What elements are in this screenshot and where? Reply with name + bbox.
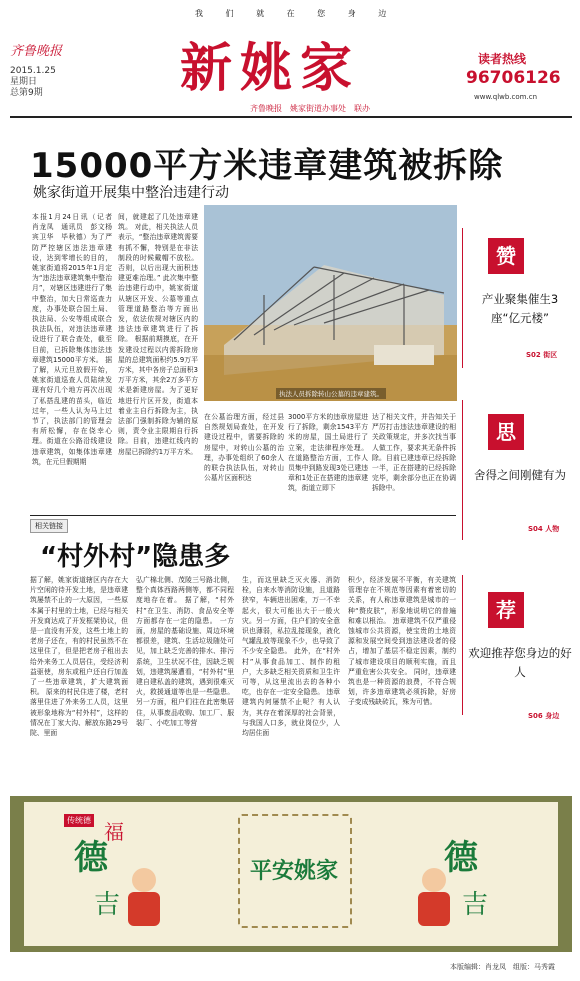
banner-badge-left: 传统德 xyxy=(64,814,94,827)
banner-scroll xyxy=(24,802,558,946)
issue-date: 2015.1.25 xyxy=(10,66,56,76)
public-service-banner xyxy=(10,796,572,952)
related-headline: “村外村”隐患多 xyxy=(40,542,231,572)
hotline-label: 读者热线 xyxy=(478,52,527,66)
demolition-photo xyxy=(204,205,457,401)
sidebar-text-2: 舍得之间刚健有为 xyxy=(474,468,566,482)
banner-ji-left: 吉 xyxy=(94,890,121,920)
children-figure-left xyxy=(114,862,174,932)
related-col4: 积少，经济发展不平衡，有关建筑管理存在不规范等因素有着密切的关系，有人称违章建筑是城市的一种“赘皮肤”，形象地说明它的普遍和难以根治。 违章建筑不仅严重侵蚀城市公共资源，使宝贵的土地资源和发展空间受到违法建设者的侵占，增加了基层不稳定因素，制约了城市建设项目的顺利实施，而且严重危害公共安全。 同时，违章建筑也是一种资源的浪费，不符合规划，许多违章建筑必须拆除，好房子变成残缺砖瓦，殊为可惜。 xyxy=(348,576,456,707)
sidebar-source-2[interactable]: S04 人物 xyxy=(528,525,560,533)
issue-number: 总第9期 xyxy=(10,88,43,98)
sidebar-text-1: 产业聚集催生3座“亿元楼” xyxy=(481,292,559,325)
editor-credits: 本版编辑：肖龙凤 组版：马秀霞 xyxy=(450,963,555,971)
main-article-col4: 3000平方米的违章房屋进行了拆除，剩余1543平方米的房屋，国土局进行了立案，走法律程序处理。 在道路整治方面，工作人员集中到路发现3处已建违章和1处正在搭建的违章建筑，街道立即下 xyxy=(288,413,368,493)
slogan: 我 们 就 在 您 身 边 xyxy=(195,9,397,18)
main-headline: 15000平方米违章建筑被拆除 xyxy=(30,146,504,186)
sidebar-tag-2: 思 xyxy=(488,414,524,450)
banner-de-left: 德 xyxy=(74,838,108,878)
publisher-logo: 齐鲁晚报 xyxy=(10,44,63,59)
photo-caption: 执法人员拆除转山公墓的违章建筑。 xyxy=(276,388,386,399)
website-url[interactable]: www.qlwb.com.cn xyxy=(474,93,537,101)
co-organizers: 齐鲁晚报 姚家街道办事处 联办 xyxy=(250,104,370,113)
banner-fu-left: 福 xyxy=(104,820,124,844)
sidebar-text-3: 欢迎推荐您身边的好人 xyxy=(468,646,572,679)
issue-weekday: 星期日 xyxy=(10,77,38,87)
header-rule xyxy=(10,116,572,118)
related-col2: 弘广棉北侧、茂陵三号路北侧，整个真体西路两侧等，都不同程度地存在着。 据了解，“村外村”在卫生、消防、食品安全等方面都存在一定的隐患。 一方面，房屋的基础设施、周边环境都很差，建筑、生活垃圾随处可见，加上缺乏完善的排水、排污系统，卫生状况不佳，因缺乏规划，违建筑屡遭看，“村外村”里建自建私盖的建筑，遇到很难灭火，救援通道等也是一些隐患。 另一方面，租户们往在此密集居住，从事废品收购、加工厂、服装厂、小吃加工等营 xyxy=(136,576,234,727)
main-article-col5: 达了相关文件，并告知关于严厉打击违法违章建设的相关政策规定，并多次找当事人做工作，要求其无条件拆除。目前已建违章已经拆除一半，正在搭建的已经拆除完毕，剩余部分也正在协调拆除中。 xyxy=(372,413,456,493)
sidebar-tag-3: 荐 xyxy=(488,592,524,628)
main-subhead: 姚家街道开展集中整治违建行动 xyxy=(33,185,229,201)
sidebar-tag-1: 赞 xyxy=(488,238,524,274)
sidebar-source-1[interactable]: S02 街区 xyxy=(526,351,558,359)
section-divider xyxy=(30,515,456,516)
main-article-col3: 在公墓治理方面，经过县自然规划局查处，在开发建设过程中，需要拆除的房屋中，对转山公墓的治理，办事处组织了60余人的联合执法队伍，对转山公墓片区面积达 xyxy=(204,413,284,483)
related-col1: 据了解，姚家街道辖区内存在大片空闲的待开发土地，是违章建筑屡禁不止的一大原因，一些原本属于村里的土地，已经与相关开发商达成了开发框架协议，但是一直没有开发，这些土地上的老房子还在，有的村民虽然不在这里住了，但是把老房子租出去给外来务工人员居住，受经济利益驱使，房东或租户还自行加盖了一些违章建筑，扩大建筑面积。 原来的村民住进了楼，老村落里住进了外来务工人员，这里被形象地称为“村外村”，这样的情况在丁家大沟、解放东路29号院、里面 xyxy=(30,576,128,738)
banner-de-right: 德 xyxy=(444,838,478,878)
children-figure-right xyxy=(404,862,464,932)
hotline-number: 96706126 xyxy=(466,68,561,88)
photo-illustration xyxy=(204,205,457,401)
main-article-col2: 间，就建起了几处违章建筑。 对此，相关执法人员表示，“整治违章建筑需要有抓不懈，特别是在非法制段的时候戴帽不放松。否则，以后出现大面积违建更难治理。” 此次集中整治违建行动中，姚家街道从辖区开发、公墓等重点管理道路整治等方面出发，依法依规对辖区内的违法违章建筑进行了拆除。 根据前期摸底，在开发建设过程以内需拆除房屋的总建筑面积约5.9万平方米，其中各房子总面积3万平方米，其余2万多平方米是新建房屋。为了更好地进行片区开发，街道本着业主自行拆除为主，执法部门强制拆除为辅的原则，责令业主限期自行拆除。目前，违建红线内的房屋已拆除约1万平方米。 xyxy=(118,213,198,456)
banner-center-text: 平安姚家 xyxy=(250,858,339,884)
sidebar-source-3[interactable]: S06 身边 xyxy=(528,712,560,720)
main-article-col1: 本报1月24日讯（记者 肖龙凤 通讯员 彭文杨 宾卫华 毕秋德）为了严防严控辖区违法违章建设，达到零增长的目的，姚家街道将2015年1月定为“违法违章建筑集中整治月”，对辖区违建进行了集中整治，加大日常巡查力度，办事处联合国土局、执法局、公安等组成联合执法队伍，对违法违章建设进行了联合查处，截至目前，已拆除集体违法违章建筑15000平方米。 据了解，从元旦放假开始，姚家街道巡查人员陆续发现有好几个地方再次出现了私搭乱建的苗头，临近过年，一些人认为马上过节了，执法部门的管理会有所松懈，存在侥幸心理。街道在公路沿线建设违章建筑，如集体违章建筑，在元旦假期期 xyxy=(32,213,119,466)
issue-info xyxy=(10,66,56,99)
masthead: 新姚家 xyxy=(180,38,361,99)
related-link-label: 相关链接 xyxy=(30,519,68,533)
banner-ji-right: 吉 xyxy=(462,890,489,920)
related-col3: 生，而这里缺乏灭火器、消防栓，自来水等消防设施，且道路狭窄，车辆进出困难，万一不幸起火，很大可能出大于一般火灾。另一方面，住户们的安全意识也薄弱，私拉乱接现象，液化气罐乱放等现象不少，也导致了不少安全隐患。 此外，在“村外村”从事食品加工、制作的租户，大多缺乏相关资质和卫生许可等，从这里流出去的各种小吃，也存在一定安全隐患。 违章建筑内何屡禁不止呢？有人认为，其存在着深厚的社会背景，与我国人口多，就业岗位少，人均居住面 xyxy=(242,576,340,738)
